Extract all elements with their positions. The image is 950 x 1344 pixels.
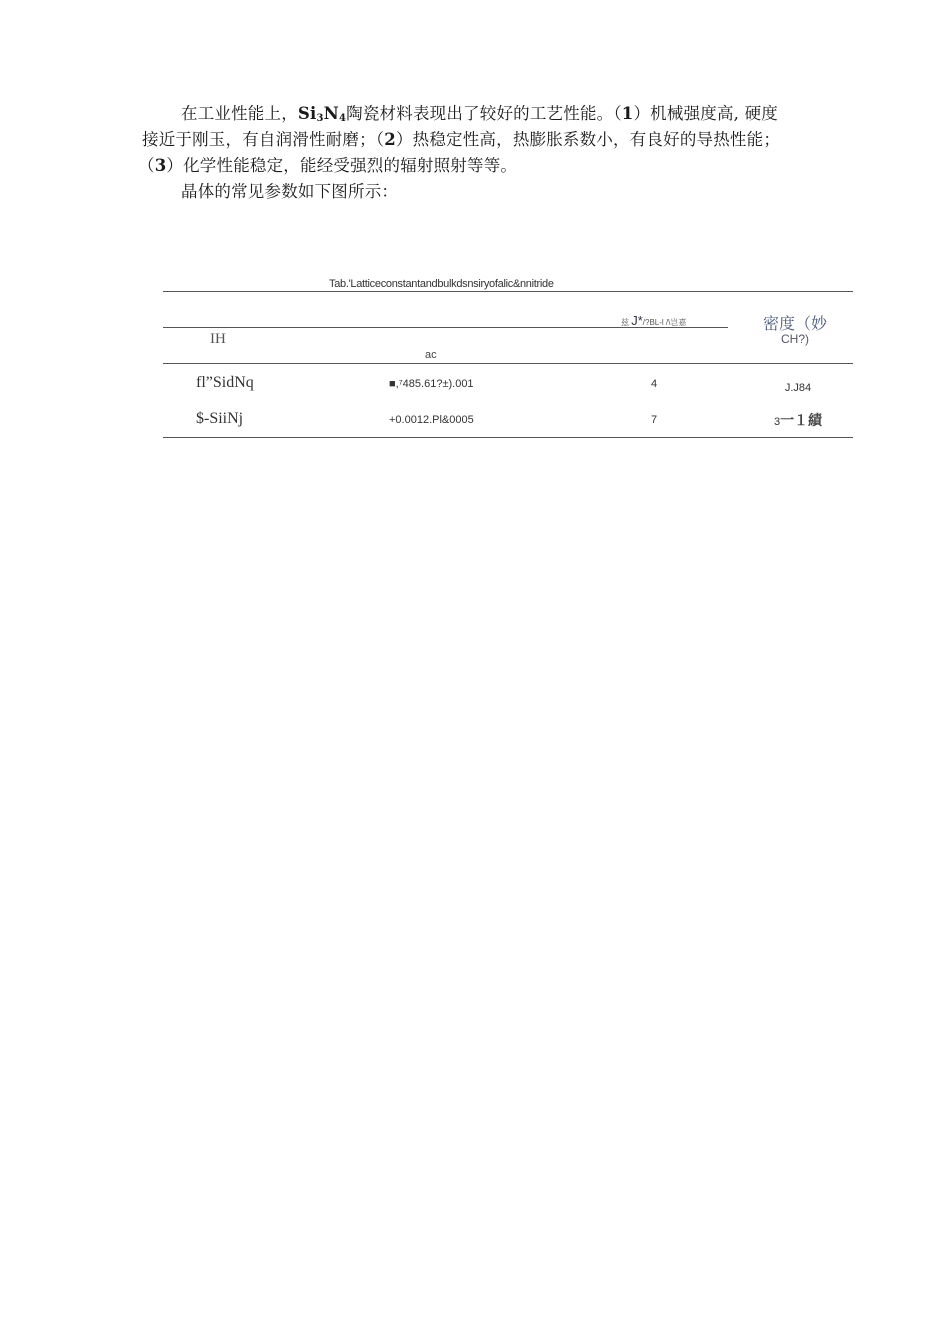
table-caption: Tab.'Latticeconstantandbulkdsnsiryofalic&nnitride — [329, 278, 554, 290]
row-2-crystal: $-SiiNj — [196, 410, 244, 427]
formula-subscript-4: 4 — [338, 113, 347, 124]
header-density: 密度（妙 — [762, 314, 827, 333]
list-number-3: 3 — [154, 156, 167, 175]
text-segment: ）机械强度高, 硬度 — [633, 104, 778, 123]
row-2-density — [763, 410, 833, 430]
text-segment: ）化学性能稳定，能经受强烈的辐射照射等等。 — [166, 156, 518, 175]
row-2-density-value: 3 — [773, 416, 781, 428]
row-2-z: 7 — [651, 414, 658, 426]
text-segment: （ — [138, 156, 155, 175]
row-1-crystal: fl”SidNq — [196, 374, 254, 391]
table-header-bottom-rule — [163, 363, 853, 364]
table-top-rule — [163, 291, 853, 292]
paragraph-line-3 — [138, 156, 517, 176]
header-lattice-constant: ac — [425, 349, 437, 361]
formula-si: Si — [297, 104, 317, 123]
text-segment: ）热稳定性高，热膨胀系数小，有良好的导热性能； — [395, 130, 781, 149]
header-formula-units-pre: 兹 — [621, 318, 629, 327]
header-crystal-type: IH — [210, 331, 226, 347]
lattice-parameter-table — [163, 276, 853, 441]
text-segment: 在工业性能上， — [181, 104, 298, 123]
text-segment: 接近于刚玉，有自润滑性耐磨；（ — [142, 130, 385, 149]
formula-n: N — [323, 104, 339, 123]
row-1-density — [763, 378, 833, 394]
table-bottom-rule — [163, 437, 853, 438]
formula-si3n4 — [298, 104, 346, 123]
list-number-1: 1 — [621, 104, 634, 123]
row-1-density-value: J.J84 — [784, 382, 812, 394]
header-density-unit: CH?) — [780, 332, 809, 346]
text-segment: 陶瓷材料表现出了较好的工艺性能。（ — [346, 104, 622, 123]
formula-subscript-3: 3 — [316, 113, 324, 124]
header-formula-units-main: J* — [631, 313, 643, 328]
paragraph-intro-table: 晶体的常见参数如下图所示： — [181, 182, 399, 201]
paragraph-line-1 — [181, 104, 778, 124]
row-1-z: 4 — [651, 378, 658, 390]
list-number-2: 2 — [384, 130, 396, 149]
row-2-lattice: +0.0012.Pl&0005 — [389, 414, 474, 426]
row-2-density-strong: 一１績 — [780, 412, 823, 428]
paragraph-line-2 — [142, 130, 780, 150]
header-formula-units — [621, 313, 686, 328]
header-formula-units-post: /?BL-l /\岂嘉 — [642, 318, 687, 327]
row-1-lattice: ■,⁷485.61?±).001 — [389, 378, 474, 390]
